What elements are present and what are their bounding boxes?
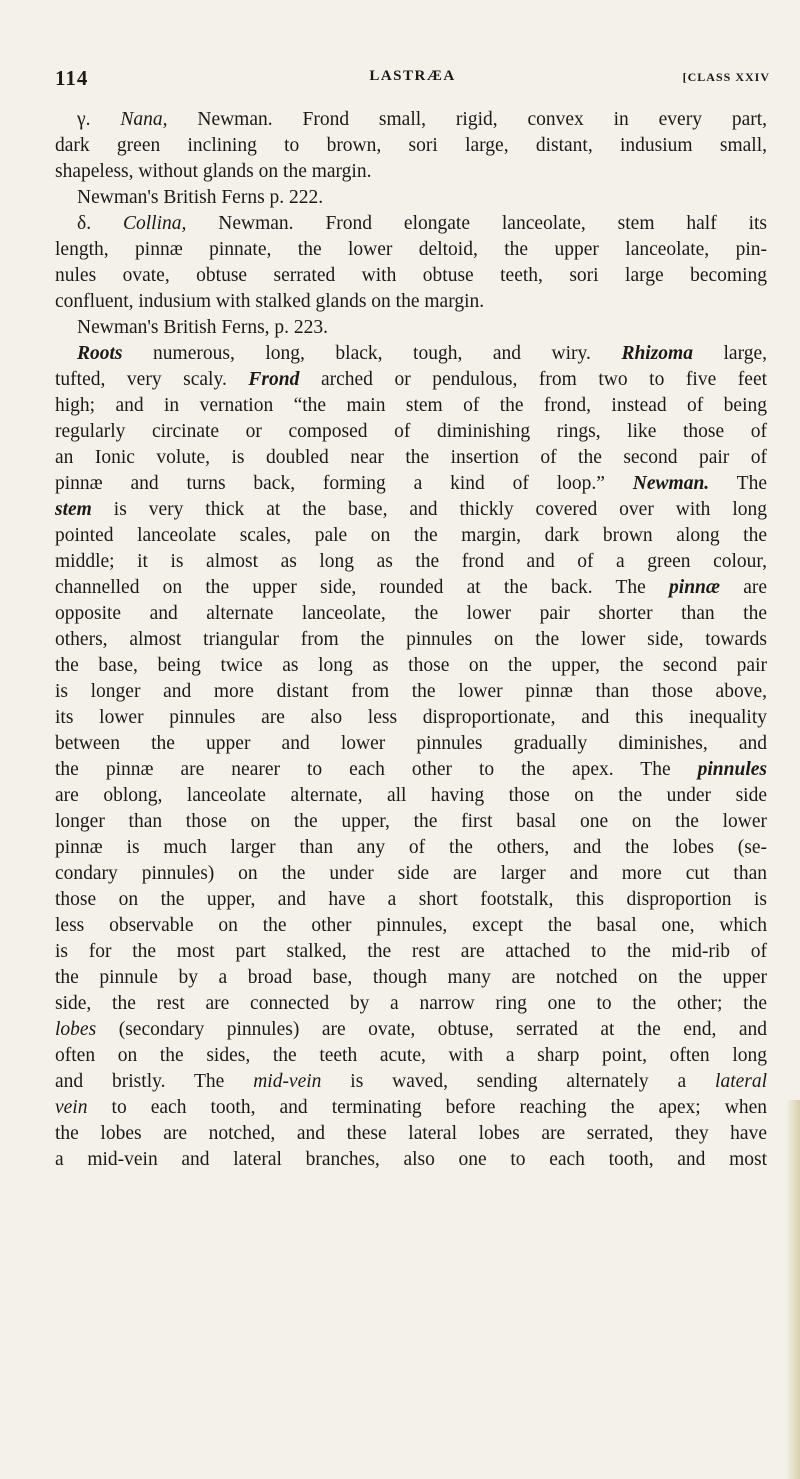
term-rhizoma: Rhizoma — [621, 343, 693, 364]
variety-name: Nana, — [120, 109, 168, 130]
text-span: (secondary pinnules) are ovate, obtuse, serrated at the end, and — [118, 1019, 767, 1040]
text-span: tufted, very scaly. — [55, 369, 227, 390]
text-line: high; and in vernation “the main stem of the frond, instead of being — [55, 395, 767, 416]
text-span: is very thick at the base, and thickly covered over with long — [113, 499, 768, 520]
text-line — [55, 497, 767, 523]
text-line — [55, 107, 767, 133]
text-line: is longer and more distant from the lower pinnæ than those above, — [55, 681, 767, 702]
text-line: nules ovate, obtuse serrated with obtuse teeth, sori large becoming — [55, 265, 767, 286]
text-line — [55, 575, 767, 601]
term-mid-vein: mid-vein — [253, 1071, 322, 1092]
text-span: large, — [723, 343, 768, 364]
text-line: are oblong, lanceolate alternate, all having those on the under side — [55, 785, 767, 806]
text-line — [55, 757, 767, 783]
text-line — [55, 1069, 767, 1095]
variety-marker: δ. — [77, 213, 92, 234]
page-number: 114 — [55, 66, 89, 90]
text-line: opposite and alternate lanceolate, the lower pair shorter than the — [55, 603, 767, 624]
variety-name: Collina, — [122, 213, 187, 234]
text-line: the base, being twice as long as those on the upper, the second pair — [55, 655, 767, 676]
term-roots: Roots — [77, 343, 123, 364]
text-line: others, almost triangular from the pinnules on the lower side, towards — [55, 629, 767, 650]
text-span: Newman. Frond small, rigid, convex in every part, — [197, 109, 768, 130]
text-span: numerous, long, black, tough, and wiry. — [153, 343, 591, 364]
text-span: Newman. Frond elongate lanceolate, stem half its — [218, 213, 768, 234]
text-line: side, the rest are connected by a narrow ring one to the other; the — [55, 993, 767, 1014]
text-span: pinnæ and turns back, forming a kind of loop.” — [55, 473, 605, 494]
text-span: and bristly. The — [55, 1071, 225, 1092]
reference-line: Newman's British Ferns, p. 223. — [77, 317, 329, 338]
text-line: between the upper and lower pinnules gradually diminishes, and — [55, 733, 767, 754]
text-line: dark green inclining to brown, sori large, distant, indusium small, — [55, 135, 767, 156]
text-line: shapeless, without glands on the margin. — [55, 161, 372, 182]
term-lateral: lateral — [715, 1071, 768, 1092]
text-line — [55, 1095, 767, 1121]
page-header — [55, 66, 770, 96]
text-line: middle; it is almost as long as the frond and of a green colour, — [55, 551, 767, 572]
text-line: those on the upper, and have a short footstalk, this disproportion is — [55, 889, 767, 910]
text-line — [55, 367, 767, 393]
text-line — [55, 471, 767, 497]
term-stem: stem — [55, 499, 92, 520]
text-span: to each tooth, and terminating before reaching the apex; when — [111, 1097, 767, 1118]
reference-line: Newman's British Ferns p. 222. — [77, 187, 324, 208]
variety-marker: γ. — [77, 109, 91, 130]
term-lobes: lobes — [55, 1019, 97, 1040]
text-line: is for the most part stalked, the rest are attached to the mid-rib of — [55, 941, 767, 962]
text-span: is waved, sending alternately a — [350, 1071, 687, 1092]
page-edge-shadow — [786, 1100, 800, 1479]
text-line: a mid-vein and lateral branches, also one to each tooth, and most — [55, 1149, 767, 1170]
class-label: [CLASS XXIV — [682, 70, 770, 84]
text-span: The — [736, 473, 767, 494]
running-title: LASTRÆA — [369, 68, 456, 84]
text-span: arched or pendulous, from two to five feet — [320, 369, 768, 390]
text-span: channelled on the upper side, rounded at the back. The — [55, 577, 646, 598]
text-line: regularly circinate or composed of diminishing rings, like those of — [55, 421, 767, 442]
text-line: pointed lanceolate scales, pale on the margin, dark brown along the — [55, 525, 767, 546]
text-line: condary pinnules) on the under side are larger and more cut than — [55, 863, 767, 884]
text-line: length, pinnæ pinnate, the lower deltoid, the upper lanceolate, pin- — [55, 239, 767, 260]
text-line: an Ionic volute, is doubled near the insertion of the second pair of — [55, 447, 767, 468]
text-line — [55, 1017, 767, 1043]
text-line: the pinnule by a broad base, though many are notched on the upper — [55, 967, 767, 988]
text-line: confluent, indusium with stalked glands on the margin. — [55, 291, 485, 312]
body-text — [55, 107, 767, 1173]
text-line: less observable on the other pinnules, except the basal one, which — [55, 915, 767, 936]
text-line: its lower pinnules are also less disproportionate, and this inequality — [55, 707, 767, 728]
term-pinnae: pinnæ — [669, 577, 720, 598]
text-line: pinnæ is much larger than any of the others, and the lobes (se- — [55, 837, 767, 858]
text-line — [55, 211, 767, 237]
text-span: the pinnæ are nearer to each other to the apex. The — [55, 759, 671, 780]
author-newman: Newman. — [632, 473, 710, 494]
text-line: the lobes are notched, and these lateral lobes are serrated, they have — [55, 1123, 767, 1144]
text-line — [55, 341, 767, 367]
term-vein: vein — [55, 1097, 88, 1118]
term-frond: Frond — [248, 369, 300, 390]
text-line: longer than those on the upper, the first basal one on the lower — [55, 811, 767, 832]
text-line: often on the sides, the teeth acute, with a sharp point, often long — [55, 1045, 767, 1066]
term-pinnules: pinnules — [697, 759, 768, 780]
text-span: are — [743, 577, 768, 598]
